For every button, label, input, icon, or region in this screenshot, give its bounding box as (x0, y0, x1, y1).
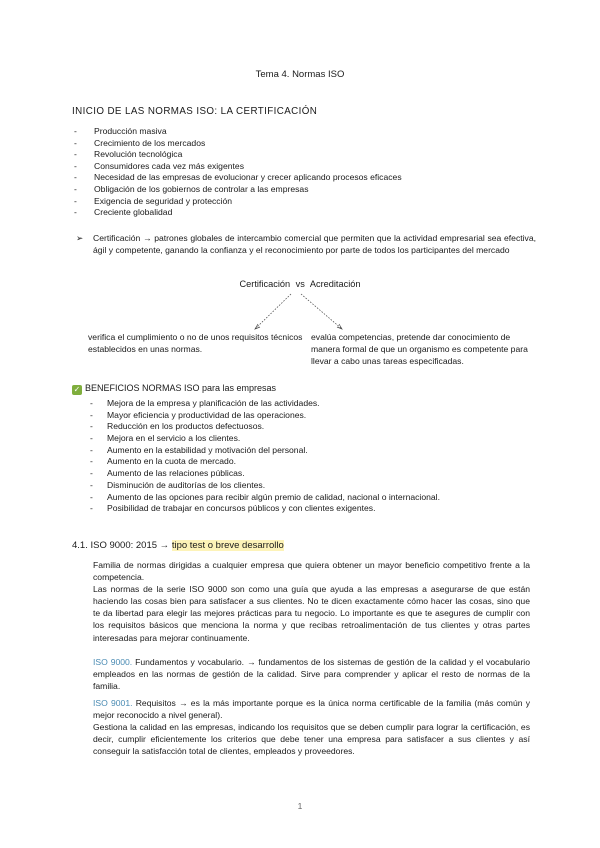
list-item: - Obligación de los gobiernos de controlar a las empresas (74, 183, 309, 194)
list-item: - Exigencia de seguridad y protección (74, 195, 233, 206)
list-item: - Necesidad de las empresas de evolucionar y crecer aplicando procesos eficaces (74, 172, 402, 183)
document-title: Tema 4. Normas ISO (255, 69, 345, 80)
certificacion-definition-box: verifica el cumplimiento o no de unos requisitos técnicos establecidos en unas normas. (88, 332, 303, 355)
list-item: - Aumento de las opciones para recibir algún premio de calidad, nacional o internacional. (90, 491, 440, 502)
page-number: 1 (297, 801, 303, 811)
list-item: - Aumento en la cuota de mercado. (90, 456, 236, 467)
benefits-heading: ✓ BENEFICIOS NORMAS ISO para las empresas (73, 383, 277, 394)
section-heading-certificacion: INICIO DE LAS NORMAS ISO: LA CERTIFICACIÓN (72, 106, 318, 117)
list-item: - Aumento en la estabilidad y motivación del personal. (90, 444, 308, 455)
iso9001-label: ISO 9001. (93, 698, 133, 708)
list-item: - Mejora en el servicio a los clientes. (90, 433, 241, 444)
list-item: - Mejora de la empresa y planificación de las actividades. (90, 398, 320, 408)
check-icon: ✓ (73, 385, 81, 394)
acreditacion-term: Acreditación (309, 279, 361, 289)
intro-paragraph-2: Las normas de la serie ISO 9000 son como una guía que ayuda a las empresas a asegurarse de que están haciendo las cosas bien para satisfacer a sus clientes. No te dicen exactamente cómo hacer las cosas, sino que te da libertad para elegir las mejores prácticas para tu negocio. Lo importante es que te asegures de cumplir con los requisitos básicos que menciona la norma y que recibas retroalimentación de tus clientes y otras partes interesadas para mejorar continuamente. (93, 584, 530, 643)
iso9001-text: Requisitos → es la más importante porque es la única norma certificable de la familia (más común y mejor reconocido a nivel general). (93, 698, 531, 721)
benefits-list (90, 398, 440, 515)
intro-paragraph-1: Familia de normas dirigidas a cualquier empresa que quiera obtener un mayor beneficio competitivo frente a la competencia. (93, 560, 530, 583)
list-item: - Reducción en los productos defectuosos. (90, 421, 265, 432)
iso9000-paragraph (93, 656, 530, 692)
list-item: - Creciente globalidad (74, 207, 173, 218)
section-heading-iso9000: 4.1. ISO 9000: 2015 → tipo test o breve desarrollo (72, 540, 284, 551)
list-item: - Producción masiva (74, 126, 167, 136)
certificacion-text: Certificación → patrones globales de intercambio comercial que permiten que la actividad empresarial sea efectiva, ágil y competente, ganando la confianza y el reconocimiento por parte de todos los participantes del mercado (93, 233, 536, 256)
right-arrowhead (337, 324, 342, 329)
iso-family-intro (93, 559, 530, 644)
list-item: - Aumento de las relaciones públicas. (90, 468, 245, 479)
left-connector-line (255, 294, 291, 329)
list-item: - Disminución de auditorías de los clientes. (90, 479, 266, 490)
highlighted-note: tipo test o breve desarrollo (171, 540, 284, 551)
iso9000-text: Fundamentos y vocabulario. → fundamentos de los sistemas de gestión de la calidad y el vocabulario empleados en las normas de gestión de la calidad. Sirve para comprender y aplicar el resto de normas de la familia. (93, 657, 530, 692)
list-item: - Consumidores cada vez más exigentes (74, 160, 244, 171)
left-arrowhead (255, 324, 260, 329)
iso9001-paragraph (93, 697, 530, 757)
certificacion-term: Certificación (239, 279, 291, 289)
versus-label: vs (295, 279, 305, 289)
list-item: - Mayor eficiencia y productividad de las operaciones. (90, 409, 307, 420)
iso9001-text-2: Gestiona la calidad en las empresas, indicando los requisitos que se deben cumplir para lograr la certificación, es decir, cumplir eficientemente los criterios que debe tener una empresa para satisfacer a sus clientes y así conseguir la satisfacción total de clientes, empleados y proveedores. (93, 722, 530, 757)
acreditacion-definition-box: evalúa competencias, pretende dar conocimiento de manera formal de que un organismo es competente para llevar a cabo unas tareas especificadas. (311, 332, 528, 367)
right-connector-line (301, 294, 342, 329)
list-item: - Crecimiento de los mercados (74, 137, 206, 148)
list-item: - Posibilidad de trabajar en concursos públicos y con clientes exigentes. (90, 503, 376, 514)
iso9000-label: ISO 9000. (93, 657, 133, 667)
arrow-bullet-icon: ➢ (76, 233, 84, 243)
list-item: - Revolución tecnológica (74, 149, 183, 160)
